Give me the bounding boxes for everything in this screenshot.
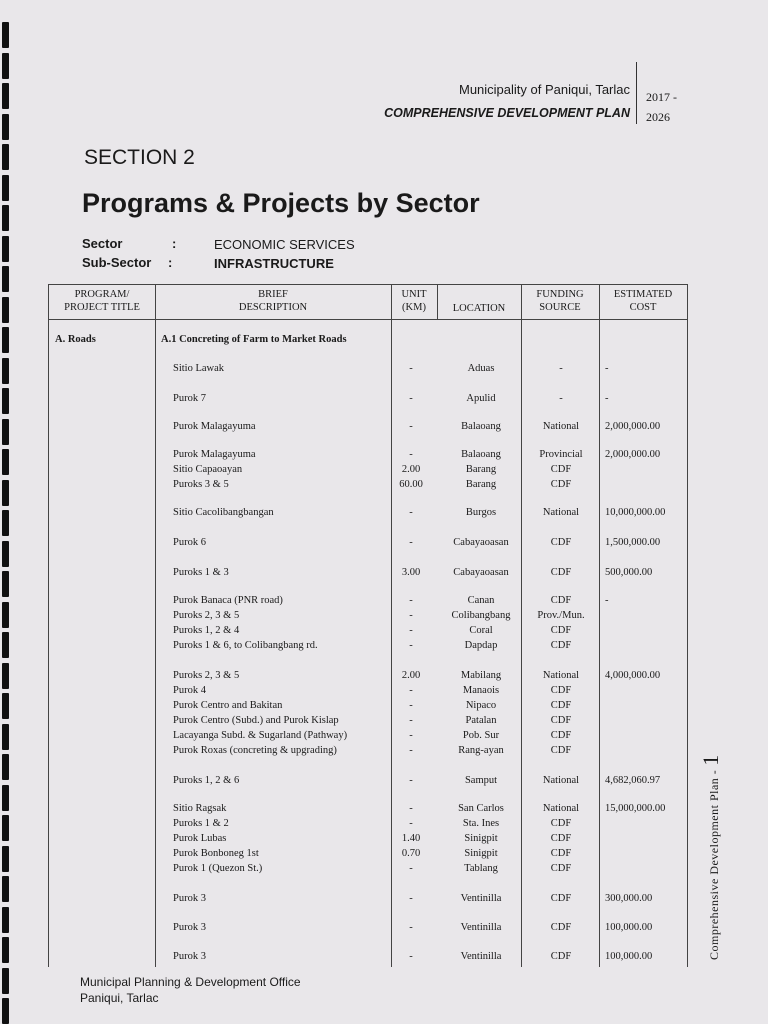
cell-loc: Ventinilla	[460, 922, 502, 933]
binder-hole	[2, 327, 9, 353]
cell-loc: Samput	[464, 775, 498, 786]
page-title: Programs & Projects by Sector	[82, 188, 480, 218]
cell-desc: Puroks 1 & 6, to Colibangbang rd.	[173, 640, 318, 651]
cell-loc: Cabayaoasan	[453, 567, 509, 578]
binder-hole	[2, 632, 9, 658]
cell-desc: Purok 3	[173, 893, 206, 904]
cell-desc: Purok 6	[173, 537, 206, 548]
cell-unit: -	[409, 818, 413, 829]
header-plan-title: COMPREHENSIVE DEVELOPMENT PLAN	[384, 106, 630, 120]
cell-loc: Ventinilla	[460, 951, 502, 962]
table-row	[49, 507, 687, 522]
table-row	[49, 803, 687, 818]
footer	[80, 974, 301, 1006]
binder-hole	[2, 236, 9, 262]
cell-unit: 3.00	[401, 567, 421, 578]
cell-cost: -	[605, 595, 609, 606]
cell-fund: CDF	[550, 922, 572, 933]
table-row	[49, 833, 687, 848]
footer-place: Paniqui, Tarlac	[80, 991, 159, 1005]
cell-desc: Lacayanga Subd. & Sugarland (Pathway)	[173, 730, 348, 741]
cell-unit: -	[409, 863, 413, 874]
cell-fund: -	[559, 363, 563, 374]
cell-desc: Puroks 3 & 5	[173, 479, 229, 490]
cell-loc: Balaoang	[461, 421, 501, 432]
cell-loc: San Carlos	[458, 803, 504, 814]
binder-hole	[2, 876, 9, 902]
cell-desc: Purok 7	[173, 393, 206, 404]
cell-desc: Puroks 1, 2 & 4	[173, 625, 240, 636]
cell-unit: -	[409, 803, 413, 814]
table-row	[49, 610, 687, 625]
cell-unit: -	[409, 922, 413, 933]
binder-hole	[2, 724, 9, 750]
cell-loc: Nipaco	[465, 700, 497, 711]
cell-unit: -	[409, 421, 413, 432]
cell-desc: Purok 4	[173, 685, 206, 696]
cell-unit: -	[409, 507, 413, 518]
binder-hole	[2, 449, 9, 475]
cell-cost: 2,000,000.00	[605, 449, 661, 460]
sector-value: ECONOMIC SERVICES	[214, 237, 355, 252]
binder-hole	[2, 144, 9, 170]
cell-fund: CDF	[550, 833, 572, 844]
cell-desc: Purok Lubas	[173, 833, 227, 844]
section-label: SECTION 2	[84, 146, 195, 169]
cell-loc: Tablang	[464, 863, 498, 874]
cell-fund: CDF	[550, 951, 572, 962]
cell-unit: -	[409, 685, 413, 696]
table-row	[49, 685, 687, 700]
cell-unit: -	[409, 537, 413, 548]
cell-cost: 4,682,060.97	[605, 775, 661, 786]
cell-loc: Canan	[467, 595, 495, 606]
cell-desc: Puroks 2, 3 & 5	[173, 670, 240, 681]
cell-prog: A. Roads	[55, 334, 96, 345]
header-municipality: Municipality of Paniqui, Tarlac	[458, 82, 630, 97]
cell-desc: Sitio Lawak	[173, 363, 225, 374]
projects-table	[48, 284, 688, 967]
cell-cost: 500,000.00	[605, 567, 653, 578]
table-row	[49, 393, 687, 408]
cell-cost: 2,000,000.00	[605, 421, 661, 432]
binder-hole	[2, 937, 9, 963]
cell-desc: Purok Banaca (PNR road)	[173, 595, 283, 606]
cell-desc: Purok 3	[173, 951, 206, 962]
cell-cost: 10,000,000.00	[605, 507, 666, 518]
cell-loc: Sinigpit	[464, 848, 498, 859]
side-title: Comprehensive Development Plan -	[707, 769, 721, 960]
cell-unit: -	[409, 640, 413, 651]
cell-cost: 15,000,000.00	[605, 803, 666, 814]
cell-cost: 100,000.00	[605, 951, 653, 962]
cell-fund: National	[542, 670, 580, 681]
cell-fund: CDF	[550, 818, 572, 829]
cell-fund: CDF	[550, 730, 572, 741]
subsector-value: INFRASTRUCTURE	[214, 256, 334, 271]
header-divider	[636, 62, 637, 124]
table-row	[49, 479, 687, 494]
cell-fund: CDF	[550, 700, 572, 711]
table-row	[49, 334, 687, 349]
cell-fund: National	[542, 803, 580, 814]
cell-fund: CDF	[550, 567, 572, 578]
header-description: BRIEF DESCRIPTION	[238, 289, 308, 313]
table-row	[49, 567, 687, 582]
cell-desc: Purok Malagayuma	[173, 449, 256, 460]
table-row	[49, 421, 687, 436]
table-row	[49, 818, 687, 833]
cell-unit: -	[409, 363, 413, 374]
cell-loc: Mabilang	[460, 670, 502, 681]
header-year-end: 2026	[646, 110, 670, 124]
cell-loc: Manaois	[462, 685, 500, 696]
binder-hole	[2, 83, 9, 109]
cell-desc: Sitio Capaoayan	[173, 464, 243, 475]
binder-hole	[2, 22, 9, 48]
table-row	[49, 595, 687, 610]
table-row	[49, 449, 687, 464]
cell-unit: -	[409, 625, 413, 636]
cell-fund: CDF	[550, 893, 572, 904]
header-cost: ESTIMATED COST	[613, 289, 673, 313]
cell-desc: Puroks 1 & 3	[173, 567, 229, 578]
footer-office: Municipal Planning & Development Office	[80, 975, 301, 989]
side-running-title	[698, 754, 724, 960]
table-row	[49, 922, 687, 937]
cell-fund: Provincial	[539, 449, 583, 460]
cell-fund: CDF	[550, 715, 572, 726]
cell-unit: -	[409, 775, 413, 786]
cell-desc: Puroks 1, 2 & 6	[173, 775, 240, 786]
cell-fund: CDF	[550, 863, 572, 874]
cell-unit: -	[409, 700, 413, 711]
binder-holes	[2, 0, 16, 1024]
sector-label: Sector	[82, 236, 123, 251]
cell-fund: CDF	[550, 595, 572, 606]
cell-fund: National	[542, 775, 580, 786]
table-row	[49, 537, 687, 552]
cell-unit: 60.00	[399, 479, 423, 490]
table-row	[49, 625, 687, 640]
cell-desc: Purok Roxas (concreting & upgrading)	[173, 745, 337, 756]
table-row	[49, 640, 687, 655]
cell-desc: A.1 Concreting of Farm to Market Roads	[161, 334, 347, 345]
cell-desc: Purok Malagayuma	[173, 421, 256, 432]
binder-hole	[2, 571, 9, 597]
cell-cost: 300,000.00	[605, 893, 653, 904]
col-divider	[437, 285, 438, 319]
binder-hole	[2, 998, 9, 1024]
cell-unit: -	[409, 393, 413, 404]
header-year-start: 2017 -	[646, 90, 677, 104]
binder-hole	[2, 815, 9, 841]
cell-unit: 2.00	[401, 464, 421, 475]
cell-desc: Purok 1 (Quezon St.)	[173, 863, 263, 874]
binder-hole	[2, 693, 9, 719]
table-row	[49, 715, 687, 730]
cell-unit: -	[409, 449, 413, 460]
cell-unit: 0.70	[401, 848, 421, 859]
header-program: PROGRAM/ PROJECT TITLE	[64, 289, 140, 313]
binder-hole	[2, 419, 9, 445]
header-location: LOCATION	[452, 303, 506, 314]
cell-loc: Apulid	[466, 393, 496, 404]
table-row	[49, 863, 687, 878]
table-row	[49, 363, 687, 378]
cell-loc: Patalan	[465, 715, 497, 726]
cell-desc: Purok Bonboneg 1st	[173, 848, 259, 859]
cell-fund: National	[542, 507, 580, 518]
cell-loc: Balaoang	[461, 449, 501, 460]
binder-hole	[2, 297, 9, 323]
cell-fund: CDF	[550, 537, 572, 548]
cell-unit: -	[409, 893, 413, 904]
cell-loc: Dapdap	[464, 640, 498, 651]
page-number: 1	[698, 754, 723, 766]
binder-hole	[2, 114, 9, 140]
cell-unit: -	[409, 595, 413, 606]
cell-fund: CDF	[550, 640, 572, 651]
table-row	[49, 730, 687, 745]
cell-unit: 1.40	[401, 833, 421, 844]
table-row	[49, 464, 687, 479]
cell-fund: CDF	[550, 685, 572, 696]
table-row	[49, 893, 687, 908]
binder-hole	[2, 602, 9, 628]
table-row	[49, 951, 687, 966]
cell-unit: -	[409, 951, 413, 962]
cell-loc: Sta. Ines	[462, 818, 500, 829]
sector-colon: :	[172, 236, 177, 251]
table-row	[49, 700, 687, 715]
header-unit: UNIT (KM)	[401, 289, 427, 313]
binder-hole	[2, 358, 9, 384]
cell-desc: Purok Centro and Bakitan	[173, 700, 283, 711]
cell-desc: Puroks 1 & 2	[173, 818, 229, 829]
binder-hole	[2, 754, 9, 780]
cell-loc: Barang	[465, 479, 497, 490]
subsector-colon: :	[168, 255, 173, 270]
cell-fund: CDF	[550, 848, 572, 859]
table-header	[49, 285, 687, 320]
cell-loc: Ventinilla	[460, 893, 502, 904]
binder-hole	[2, 785, 9, 811]
table-row	[49, 670, 687, 685]
cell-fund: Prov./Mun.	[537, 610, 585, 621]
cell-loc: Pob. Sur	[462, 730, 500, 741]
cell-cost: 4,000,000.00	[605, 670, 661, 681]
cell-fund: National	[542, 421, 580, 432]
cell-unit: 2.00	[401, 670, 421, 681]
cell-loc: Coral	[469, 625, 493, 636]
cell-loc: Colibangbang	[451, 610, 511, 621]
table-row	[49, 848, 687, 863]
binder-hole	[2, 510, 9, 536]
binder-hole	[2, 541, 9, 567]
cell-loc: Aduas	[467, 363, 495, 374]
cell-desc: Sitio Cacolibangbangan	[173, 507, 274, 518]
cell-fund: CDF	[550, 625, 572, 636]
binder-hole	[2, 205, 9, 231]
cell-loc: Rang-ayan	[458, 745, 504, 756]
binder-hole	[2, 266, 9, 292]
binder-hole	[2, 663, 9, 689]
cell-fund: -	[559, 393, 563, 404]
cell-cost: 1,500,000.00	[605, 537, 661, 548]
cell-unit: -	[409, 730, 413, 741]
binder-hole	[2, 907, 9, 933]
binder-hole	[2, 53, 9, 79]
cell-cost: -	[605, 393, 609, 404]
cell-desc: Puroks 2, 3 & 5	[173, 610, 240, 621]
table-row	[49, 775, 687, 790]
cell-fund: CDF	[550, 745, 572, 756]
cell-loc: Burgos	[465, 507, 497, 518]
subsector-label: Sub-Sector	[82, 255, 152, 270]
binder-hole	[2, 388, 9, 414]
cell-cost: -	[605, 363, 609, 374]
table-row	[49, 745, 687, 760]
cell-unit: -	[409, 715, 413, 726]
cell-desc: Sitio Ragsak	[173, 803, 227, 814]
cell-desc: Purok Centro (Subd.) and Purok Kislap	[173, 715, 339, 726]
cell-loc: Sinigpit	[464, 833, 498, 844]
binder-hole	[2, 175, 9, 201]
binder-hole	[2, 968, 9, 994]
cell-loc: Barang	[465, 464, 497, 475]
binder-hole	[2, 480, 9, 506]
cell-unit: -	[409, 610, 413, 621]
cell-fund: CDF	[550, 464, 572, 475]
cell-unit: -	[409, 745, 413, 756]
binder-hole	[2, 846, 9, 872]
cell-desc: Purok 3	[173, 922, 206, 933]
cell-cost: 100,000.00	[605, 922, 653, 933]
header-funding: FUNDING SOURCE	[536, 289, 584, 313]
cell-loc: Cabayaoasan	[453, 537, 509, 548]
cell-fund: CDF	[550, 479, 572, 490]
